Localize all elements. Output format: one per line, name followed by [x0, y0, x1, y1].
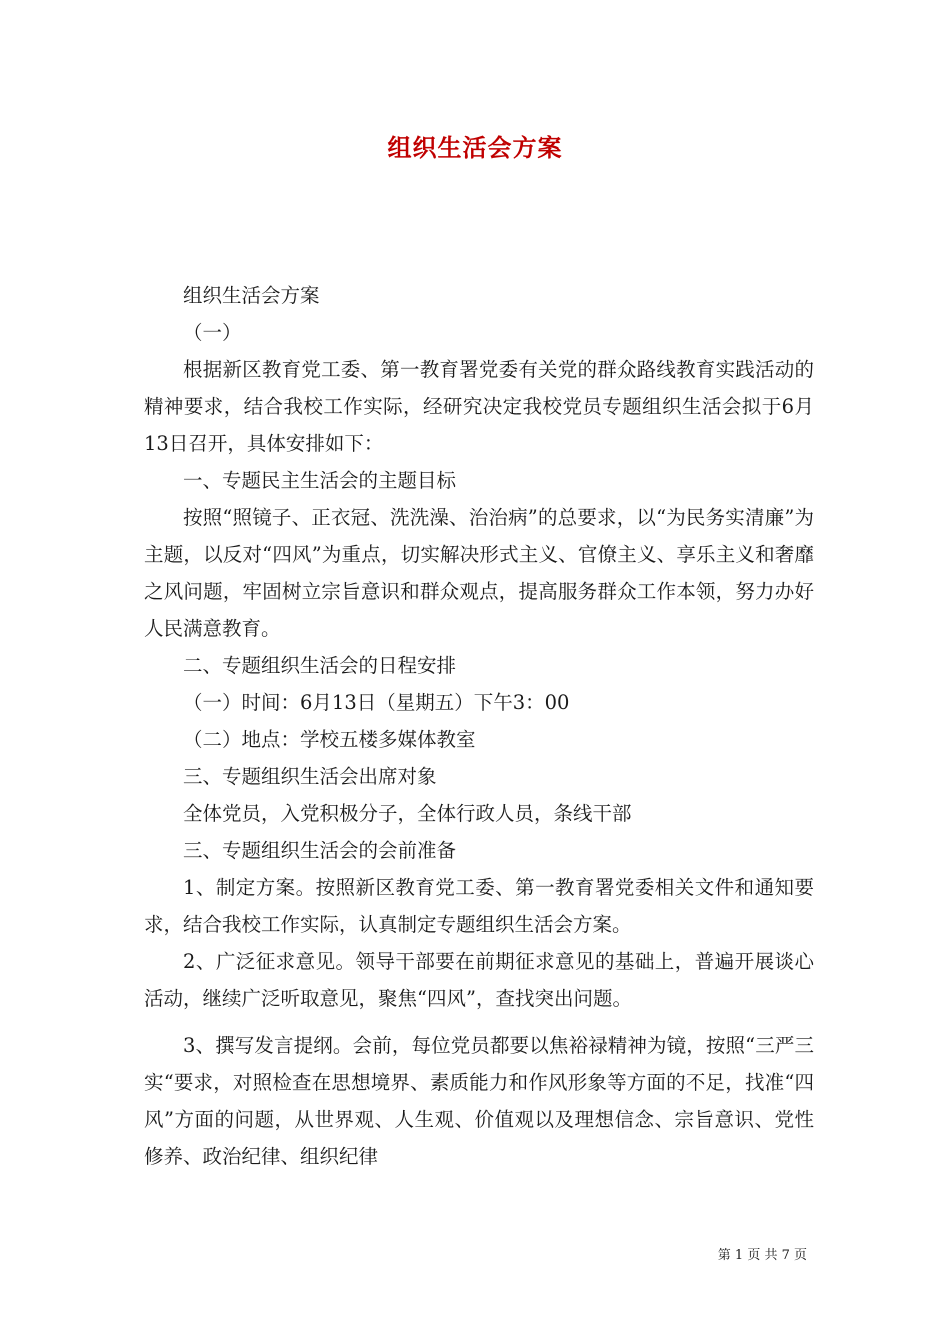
document-body [144, 277, 814, 1175]
paragraph-schedule-location: （二）地点：学校五楼多媒体教室 [183, 728, 476, 751]
paragraph-heading: 组织生活会方案 [183, 284, 320, 307]
paragraph-section-1-heading: 一、专题民主生活会的主题目标 [183, 469, 457, 492]
paragraph-prep-item-1: 1、制定方案。按照新区教育党工委、第一教育署党委相关文件和通知要求，结合我校工作实际，认真制定专题组织生活会方案。 [144, 876, 814, 936]
paragraph-section-4-heading: 三、专题组织生活会的会前准备 [183, 839, 457, 862]
document-title: 组织生活会方案 [387, 133, 563, 162]
paragraph-section-1-body: 按照“照镜子、正衣冠、洗洗澡、治治病”的总要求，以“为民务实清廉”为主题，以反对“四风”为重点，切实解决形式主义、官僚主义、享乐主义和奢靡之风问题，牢固树立宗旨意识和群众观点，提高服务群众工作本领，努力办好人民满意教育。 [144, 506, 814, 640]
paragraph-section-3-heading: 三、专题组织生活会出席对象 [183, 765, 437, 788]
page-number-footer: 第 1 页 共 7 页 [717, 1248, 807, 1263]
paragraph-attendees: 全体党员，入党积极分子，全体行政人员，条线干部 [183, 802, 632, 825]
paragraph-schedule-time: （一）时间：6月13日（星期五）下午3：00 [183, 691, 570, 714]
paragraph-prep-item-2: 2、广泛征求意见。领导干部要在前期征求意见的基础上，普遍开展谈心活动，继续广泛听取意见，聚焦“四风”，查找突出问题。 [144, 950, 814, 1010]
paragraph-prep-item-3: 3、撰写发言提纲。会前，每位党员都要以焦裕禄精神为镜，按照“三严三实“要求，对照检查在思想境界、素质能力和作风形象等方面的不足，找准“四风”方面的问题，从世界观、人生观、价值观以及理想信念、宗旨意识、党性修养、政治纪律、组织纪律 [144, 1034, 814, 1168]
paragraph-section-2-heading: 二、专题组织生活会的日程安排 [183, 654, 457, 677]
paragraph-section-marker: （一） [183, 321, 242, 344]
paragraph-intro: 根据新区教育党工委、第一教育署党委有关党的群众路线教育实践活动的精神要求，结合我校工作实际，经研究决定我校党员专题组织生活会拟于6月13日召开，具体安排如下： [144, 358, 814, 455]
